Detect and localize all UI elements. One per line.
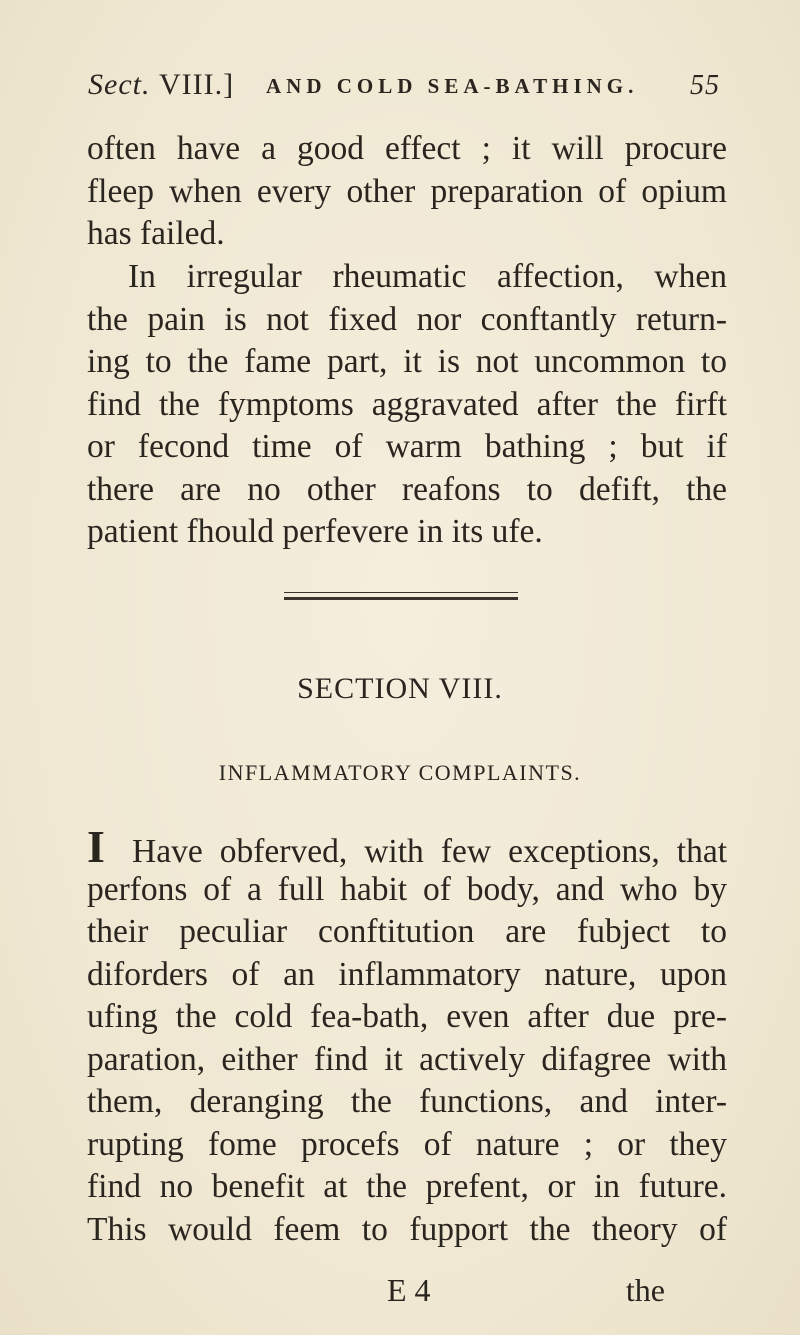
text-line: ing to the fame part, it is not uncommon to — [87, 343, 727, 380]
text-line: them, deranging the functions, and inter- — [87, 1083, 727, 1120]
catchword: the — [625, 1272, 665, 1308]
section-heading: SECTION VIII. — [297, 672, 503, 705]
section-label: Sect. — [88, 68, 151, 101]
page-footer — [87, 1272, 727, 1314]
signature-mark: E 4 — [387, 1272, 431, 1308]
text-line: the pain is not fixed nor conftantly return- — [87, 300, 727, 338]
running-title: AND COLD SEA-BATHING. — [266, 74, 639, 98]
text-line: rupting fome procefs of nature ; or they — [87, 1125, 727, 1163]
first-line-text: Have obferved, with few exceptions, that — [115, 833, 727, 870]
divider-thick-rule — [284, 597, 518, 600]
first-line — [87, 821, 727, 872]
text-line: their peculiar conftitution are fubject to — [87, 913, 727, 950]
section-divider — [284, 592, 518, 604]
section-subtitle: INFLAMMATORY COMPLAINTS. — [218, 760, 582, 785]
text-line: In irregular rheumatic affection, when — [128, 258, 727, 295]
text-line: there are no other reafons to defift, the — [87, 470, 727, 508]
paragraph-three — [87, 821, 727, 1251]
section-reference — [88, 68, 234, 102]
paragraph-two — [87, 256, 727, 554]
text-line: ufing the cold fea-bath, even after due pre- — [87, 998, 727, 1035]
text-line: perfons of a full habit of body, and who by — [87, 870, 727, 908]
text-line: paration, either find it actively difagree with — [87, 1040, 727, 1078]
text-line: find the fymptoms aggravated after the firft — [87, 385, 727, 423]
text-line: patient fhould perfevere in its ufe. — [87, 513, 543, 550]
text-line: or fecond time of warm bathing ; but if — [87, 428, 727, 465]
running-head — [88, 68, 728, 116]
text-line: has failed. — [87, 215, 225, 252]
text-line: fleep when every other preparation of opium — [87, 172, 727, 210]
text-line: find no benefit at the prefent, or in future. — [87, 1168, 727, 1205]
page-number: 55 — [690, 70, 720, 101]
text-line: often have a good effect ; it will procure — [87, 130, 727, 167]
paragraph-one — [87, 128, 727, 256]
text-line: diforders of an inflammatory nature, upon — [87, 955, 727, 993]
divider-thin-rule — [284, 592, 518, 593]
section-number: VIII.] — [158, 68, 235, 101]
drop-cap: I — [87, 821, 105, 872]
text-line: This would feem to fupport the theory of — [87, 1210, 727, 1248]
